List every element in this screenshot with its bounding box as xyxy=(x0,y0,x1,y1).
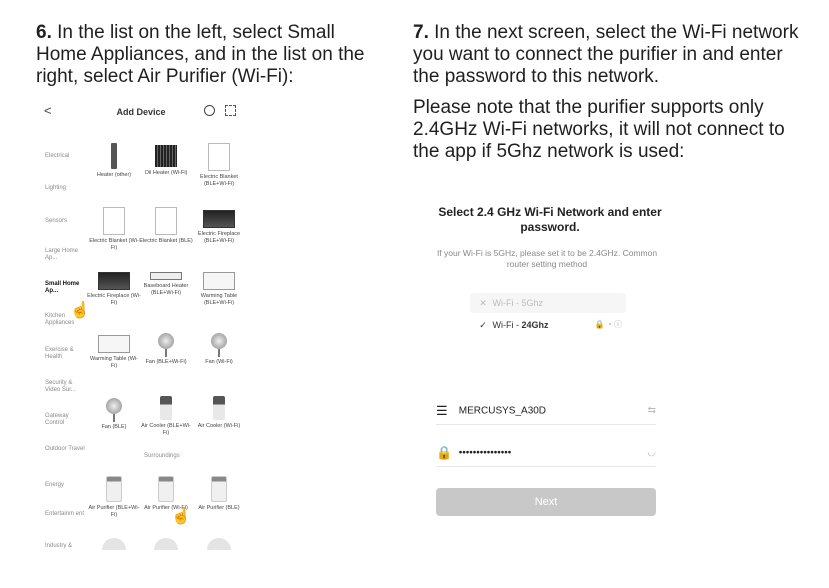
device-tile[interactable] xyxy=(192,396,246,430)
step7-instruction xyxy=(413,22,808,88)
step-number: 7. xyxy=(413,22,429,43)
step-text: In the list on the left, select Small Home Appliances, and in the list on the right, select Air Purifier (Wi-Fi): xyxy=(36,22,365,87)
fan-icon xyxy=(106,398,122,414)
add-device-screen xyxy=(36,96,246,556)
device-label: Oil Heater (Wi-Fi) xyxy=(144,170,188,176)
table-icon xyxy=(203,272,235,290)
device-label: Air Purifier (BLE+Wi-Fi) xyxy=(88,505,140,518)
password-value: ••••••••••••••• xyxy=(458,447,512,459)
table-icon xyxy=(98,335,130,353)
category-outdoor[interactable]: Outdoor Travel xyxy=(45,446,85,452)
device-label: Air Cooler (BLE+Wi-Fi) xyxy=(141,423,191,436)
band-5ghz-row xyxy=(470,293,626,313)
device-tile[interactable] xyxy=(87,398,141,431)
purifier-icon xyxy=(106,476,122,502)
category-gateway[interactable]: Gateway Control xyxy=(45,413,69,426)
device-tile[interactable] xyxy=(87,335,141,369)
purifier-icon xyxy=(158,476,174,502)
heater-icon xyxy=(111,143,117,169)
band-label-bold: 24Ghz xyxy=(521,320,549,330)
step6-instruction xyxy=(36,22,386,88)
device-label: Air Cooler (Wi-Fi) xyxy=(197,423,241,429)
lamp-icon xyxy=(207,538,231,550)
device-tile[interactable] xyxy=(192,272,246,306)
toggle-visibility-icon[interactable]: ◡ xyxy=(647,447,656,458)
wifi-select-screen xyxy=(430,195,670,535)
lock-wifi-info-icon: 🔒 ◔ ⓘ xyxy=(594,320,622,329)
section-label: Surroundings xyxy=(144,453,180,459)
category-energy[interactable]: Energy xyxy=(45,482,65,488)
device-tile[interactable] xyxy=(139,396,193,436)
step-number: 6. xyxy=(36,22,52,43)
device-label: Electric Blanket (BLE) xyxy=(139,238,193,244)
cross-icon: ✕ xyxy=(479,298,487,308)
device-tile[interactable] xyxy=(139,145,193,177)
switch-network-icon[interactable]: ⇆ xyxy=(647,405,656,416)
network-name: MERCUSYS_A30D xyxy=(458,405,547,417)
lock-icon: 🔒 xyxy=(436,445,453,460)
lamp-icon xyxy=(102,538,126,550)
step7-note: Please note that the purifier supports only 2.4GHz Wi-Fi networks, it will not connect to the app if 5Ghz network is used: xyxy=(413,97,785,162)
category-security[interactable]: Security & Video Sur... xyxy=(45,380,76,393)
check-icon: ✓ xyxy=(479,320,487,330)
purifier-icon xyxy=(211,476,227,502)
password-field[interactable] xyxy=(436,440,656,467)
device-label: Air Purifier (Wi-Fi) xyxy=(144,505,188,511)
fan-icon xyxy=(211,333,227,349)
fireplace-icon xyxy=(203,210,235,228)
device-tile[interactable] xyxy=(192,210,246,244)
blanket-icon xyxy=(208,143,230,171)
pointer-hand-icon: ☝ xyxy=(171,508,191,525)
lamp-icon xyxy=(154,538,178,550)
device-tile[interactable] xyxy=(192,333,246,366)
device-tile[interactable] xyxy=(192,538,246,553)
device-label: Fan (Wi-Fi) xyxy=(205,359,233,365)
cooler-icon xyxy=(213,396,225,420)
device-tile[interactable] xyxy=(139,333,193,366)
device-tile[interactable] xyxy=(87,476,141,518)
add-device-header xyxy=(36,102,246,122)
back-button[interactable]: < xyxy=(44,103,52,118)
page-title: Add Device xyxy=(116,107,166,117)
next-button[interactable]: Next xyxy=(436,488,656,516)
device-label: Air Purifier (BLE) xyxy=(198,505,240,511)
fireplace-icon xyxy=(98,272,130,290)
band-24ghz-row xyxy=(470,315,626,335)
category-large-home[interactable]: Large Home Ap... xyxy=(45,248,79,261)
category-exercise[interactable]: Exercise & Health xyxy=(45,347,74,360)
pointer-hand-icon: ☝ xyxy=(70,302,90,319)
device-tile[interactable] xyxy=(139,272,193,296)
device-label: Warming Table (BLE+Wi-Fi) xyxy=(200,293,238,306)
device-tile[interactable] xyxy=(87,272,141,306)
device-tile[interactable] xyxy=(139,207,193,245)
auto-scan-icon[interactable] xyxy=(204,105,215,116)
category-industry[interactable]: Industry & xyxy=(45,543,73,549)
wifi-network-field[interactable] xyxy=(436,398,656,425)
category-sensors[interactable]: Sensors xyxy=(45,218,68,224)
category-small-home[interactable]: Small Home Ap... xyxy=(45,281,80,294)
band-list xyxy=(470,293,626,343)
device-label: Baseboard Heater (BLE+Wi-Fi) xyxy=(143,283,189,296)
device-tile[interactable] xyxy=(192,143,246,187)
screen-subtitle[interactable]: If your Wi-Fi is 5GHz, please set it to be 2.4GHz. Common router setting method xyxy=(436,248,658,269)
device-label: Warming Table (Wi-Fi) xyxy=(90,356,138,369)
device-label: Electric Blanket (Wi-Fi) xyxy=(89,238,139,251)
device-label: Electric Blanket (BLE+Wi-Fi) xyxy=(200,174,238,187)
band-label: Wi-Fi - xyxy=(492,320,522,330)
category-lighting[interactable]: Lighting xyxy=(45,185,67,191)
baseboard-icon xyxy=(150,272,182,280)
device-tile[interactable] xyxy=(87,143,141,179)
device-tile[interactable] xyxy=(192,476,246,512)
device-label: Electric Fireplace (BLE+Wi-Fi) xyxy=(197,231,241,244)
oil-heater-icon xyxy=(155,145,177,167)
scan-qr-icon[interactable] xyxy=(225,105,236,116)
cooler-icon xyxy=(160,396,172,420)
blanket-icon xyxy=(103,207,125,235)
device-tile[interactable] xyxy=(87,207,141,251)
category-entertainment[interactable]: Entertainm ent xyxy=(45,511,85,517)
blanket-icon xyxy=(155,207,177,235)
device-label: Fan (BLE+Wi-Fi) xyxy=(145,359,187,365)
fan-icon xyxy=(158,333,174,349)
band-label: Wi-Fi - 5Ghz xyxy=(492,298,544,308)
category-kitchen[interactable]: Kitchen Appliances xyxy=(45,313,75,326)
step-text: In the next screen, select the Wi-Fi network you want to connect the purifier in and enter the password to this network. xyxy=(413,22,799,87)
category-electrical[interactable]: Electrical xyxy=(45,153,70,159)
device-tile[interactable] xyxy=(87,538,141,553)
device-label: Electric Fireplace (Wi-Fi) xyxy=(87,293,141,306)
device-label: Heater (other) xyxy=(96,172,132,178)
device-label: Fan (BLE) xyxy=(101,424,127,430)
device-tile[interactable] xyxy=(139,538,193,553)
screen-title: Select 2.4 GHz Wi-Fi Network and enter password. xyxy=(438,205,662,234)
wifi-icon: ☰ xyxy=(436,403,448,418)
